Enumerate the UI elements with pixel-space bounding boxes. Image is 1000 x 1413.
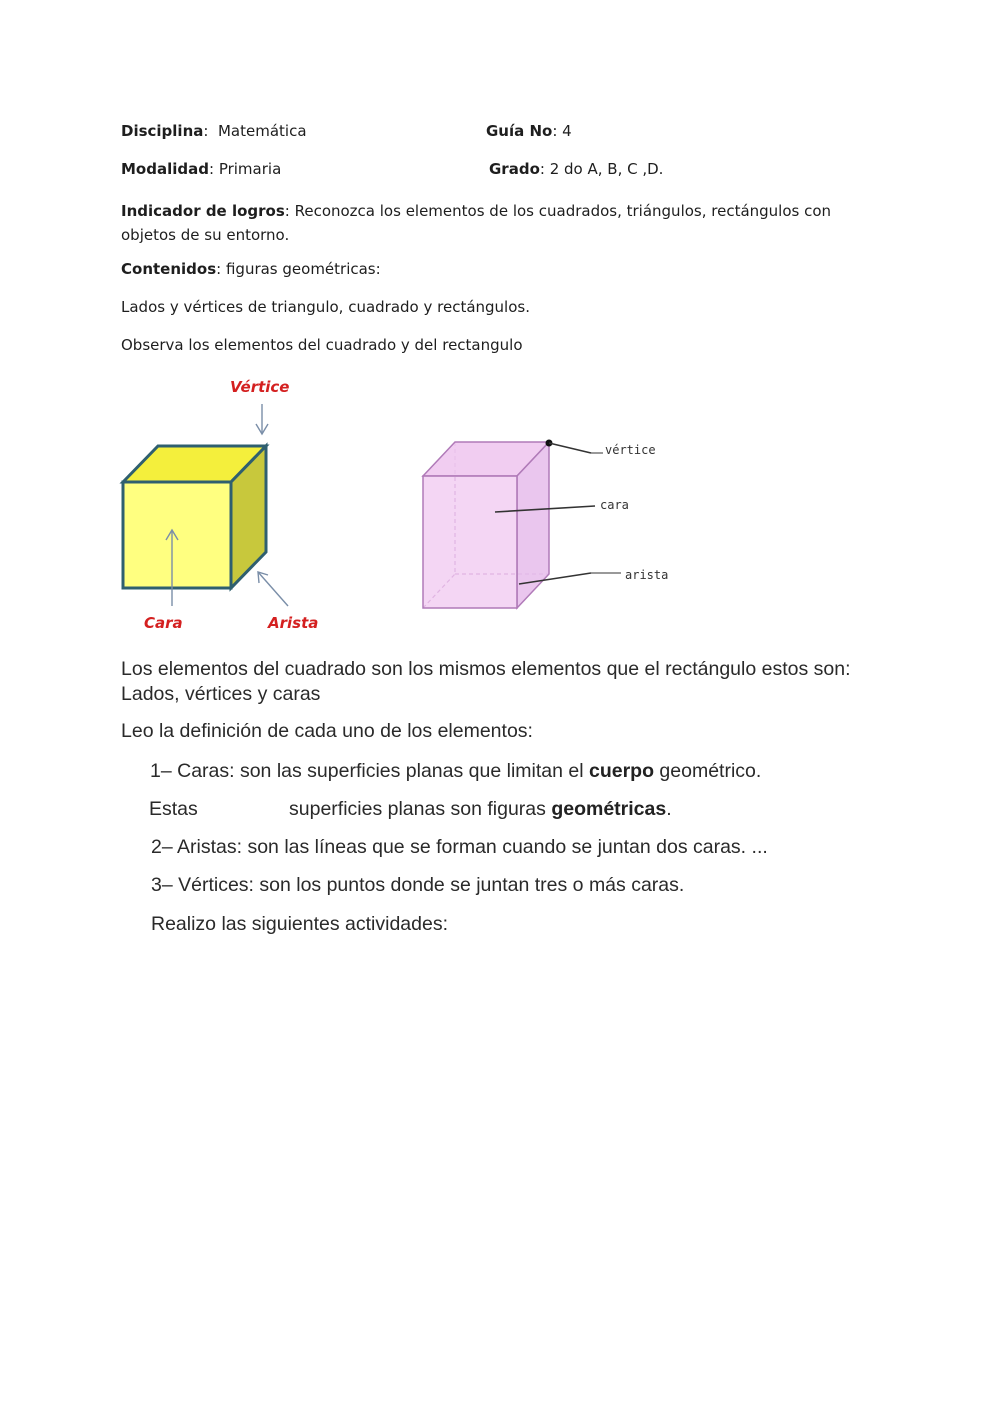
guia-line: Guía No: 4	[486, 122, 572, 140]
item1b-post: .	[666, 798, 672, 820]
modalidad-value: Primaria	[218, 160, 282, 178]
closing-line: Realizo las siguientes actividades:	[151, 913, 448, 935]
disciplina-value: Matemática	[217, 122, 307, 140]
definition-item-1b	[289, 798, 672, 821]
item1-post: geométrico.	[654, 760, 762, 782]
guia-label: Guía No	[486, 122, 553, 140]
cube-label-vertice: Vértice	[230, 378, 290, 396]
definition-item-2: 2– Aristas: son las líneas que se forman cuando se juntan dos caras. ...	[151, 836, 768, 858]
contenidos-value: figuras geométricas:	[225, 260, 381, 278]
grado-label: Grado	[489, 160, 540, 178]
contenidos-line: Contenidos: figuras geométricas:	[121, 260, 381, 278]
item1-bold: cuerpo	[588, 760, 654, 782]
modalidad-label: Modalidad	[121, 160, 209, 178]
contenidos-label: Contenidos	[121, 260, 217, 278]
item1b-bold: geométricas	[551, 798, 667, 820]
prism-figure	[415, 432, 675, 614]
indicador-value: Reconozca los elementos de los cuadrados, triángulos, rectángulos con objetos de su entorno.	[121, 202, 832, 244]
item1b-pre: superficies planas son figuras	[289, 798, 552, 820]
indicador-label: Indicador de logros	[121, 202, 285, 220]
cube-label-arista: Arista	[268, 614, 319, 632]
disciplina-label: Disciplina	[121, 122, 204, 140]
definition-item-1	[150, 760, 761, 783]
paragraph-2: Leo la definición de cada uno de los elementos:	[121, 720, 533, 742]
prism-label-arista: arista	[625, 568, 669, 582]
paragraph-1: Los elementos del cuadrado son los mismos elementos que el rectángulo estos son: Lados, vértices y caras	[121, 658, 851, 705]
indicador-paragraph: Indicador de logros: Reconozca los elementos de los cuadrados, triángulos, rectángulos con objetos de su entorno.	[121, 202, 832, 244]
intro-line-2: Observa los elementos del cuadrado y del rectangulo	[121, 336, 523, 354]
prism-label-vertice: vértice	[605, 443, 656, 457]
cube-front-face	[123, 482, 231, 588]
item1-pre: 1– Caras: son las superficies planas que limitan el	[150, 760, 589, 782]
disciplina-line: Disciplina: Matemática	[121, 122, 307, 140]
modalidad-line: Modalidad: Primaria	[121, 160, 282, 178]
cube-label-cara: Cara	[144, 614, 183, 632]
definition-item-1b-word: Estas	[149, 798, 198, 820]
cube-figure	[110, 370, 350, 640]
prism-label-cara: cara	[600, 498, 629, 512]
definition-item-3: 3– Vértices: son los puntos donde se juntan tres o más caras.	[151, 874, 685, 896]
grado-line: Grado: 2 do A, B, C ,D.	[489, 160, 664, 178]
prism-front-face	[423, 476, 517, 608]
intro-line-1: Lados y vértices de triangulo, cuadrado y rectángulos.	[121, 298, 530, 316]
guia-value: 4	[562, 122, 572, 140]
grado-value: 2 do A, B, C ,D.	[549, 160, 664, 178]
